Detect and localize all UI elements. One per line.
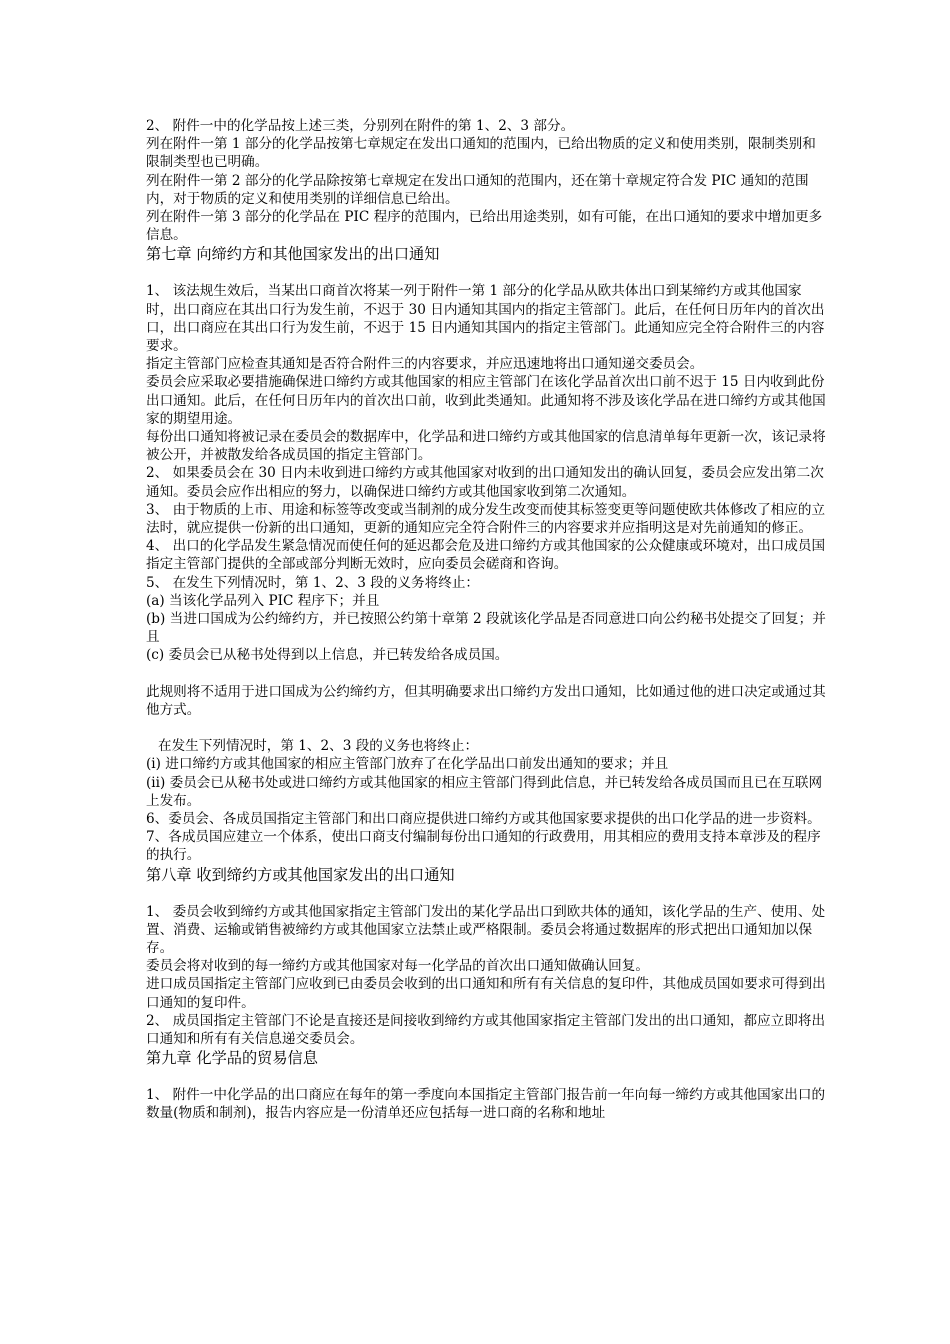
paragraph: 7、各成员国应建立一个体系，使出口商支付编制每份出口通知的行政费用，用其相应的费用支持本章涉及的程序的执行。 xyxy=(146,829,821,864)
paragraph: 1、 委员会收到缔约方或其他国家指定主管部门发出的某化学品出口到欧共体的通知，该化学品的生产、使用、处置、消费、运输或销售被缔约方或其他国家立法禁止或严格限制。委员会将通过数据库的形式把出口通知加以保存。 xyxy=(146,903,826,956)
blank-line xyxy=(146,885,826,903)
paragraph: 此规则将不适用于进口国成为公约缔约方，但其明确要求出口缔约方发出口通知，比如通过他的进口决定或通过其他方式。 xyxy=(146,683,826,718)
paragraph: 委员会将对收到的每一缔约方或其他国家对每一化学品的首次出口通知做确认回复。 xyxy=(146,958,649,975)
paragraph: 1、 该法规生效后，当某出口商首次将某一列于附件一第 1 部分的化学品从欧共体出口到某缔约方或其他国家时，出口商应在其出口行为发生前，不迟于 30 日内通知其国内的指定主管部门。此后，在任何日历年内的首次出口，出口商应在其出口行为发生前，不迟于 15 日内通知其国内的指定主管部门。此通知应完全符合附件三的内容要求。 xyxy=(146,283,825,355)
paragraph: 1、 附件一中化学品的出口商应在每年的第一季度向本国指定主管部门报告前一年向每一缔约方或其他国家出口的数量(物质和制剂)，报告内容应是一份清单还应包括每一进口商的名称和地址 xyxy=(146,1087,826,1122)
paragraph: 列在附件一第 2 部分的化学品除按第七章规定在发出口通知的范围内，还在第十章规定符合发 PIC 通知的范围内，对于物质的定义和使用类别的详细信息已给出。 xyxy=(146,172,809,207)
paragraph: 进口成员国指定主管部门应收到已由委员会收到的出口通知和所有有关信息的复印件，其他成员国如要求可得到出口通知的复印件。 xyxy=(146,976,826,1011)
chapter-7-title: 第七章 向缔约方和其他国家发出的出口通知 xyxy=(146,245,440,264)
paragraph: 2、 附件一中的化学品按上述三类，分别列在附件的第 1、2、3 部分。 xyxy=(146,118,575,134)
paragraph: 在发生下列情况时，第 1、2、3 段的义务也将终止： xyxy=(158,738,479,755)
paragraph: 委员会应采取必要措施确保进口缔约方或其他国家的相应主管部门在该化学品首次出口前不迟于 15 日内收到此份出口通知。此后，在任何日历年内的首次出口前，收到此类通知。此通知将不涉及该化学品在进口缔约方或其他国家的期望用途。 xyxy=(146,374,826,427)
paragraph: 指定主管部门应检查其通知是否符合附件三的内容要求，并应迅速地将出口通知递交委员会。 xyxy=(146,356,704,373)
blank-line xyxy=(146,719,826,737)
paragraph: 4、 出口的化学品发生紧急情况而使任何的延迟都会危及进口缔约方或其他国家的公众健康或环境对，出口成员国指定主管部门提供的全部或部分判断无效时，应向委员会磋商和咨询。 xyxy=(146,538,826,573)
document-body xyxy=(146,117,826,1123)
paragraph: 2、 如果委员会在 30 日内未收到进口缔约方或其他国家对收到的出口通知发出的确认回复，委员会应发出第二次通知。委员会应作出相应的努力，以确保进口缔约方或其他国家收到第二次通知。 xyxy=(146,465,824,500)
chapter-8-title: 第八章 收到缔约方或其他国家发出的出口通知 xyxy=(146,865,455,884)
chapter-9-title: 第九章 化学品的贸易信息 xyxy=(146,1049,318,1068)
list-item: (ii) 委员会已从秘书处或进口缔约方或其他国家的相应主管部门得到此信息，并已转发给各成员国而且已在互联网上发布。 xyxy=(146,774,823,809)
paragraph: 5、 在发生下列情况时，第 1、2、3 段的义务将终止： xyxy=(146,574,480,591)
paragraph: 2、 成员国指定主管部门不论是直接还是间接收到缔约方或其他国家指定主管部门发出的出口通知，都应立即将出口通知和所有有关信息递交委员会。 xyxy=(146,1012,826,1047)
list-item: (a) 当该化学品列入 PIC 程序下；并且 xyxy=(146,592,380,609)
list-item: (c) 委员会已从秘书处得到以上信息，并已转发给各成员国。 xyxy=(146,647,509,664)
blank-line xyxy=(146,264,826,282)
paragraph: 每份出口通知将被记录在委员会的数据库中，化学品和进口缔约方或其他国家的信息清单每年更新一次，该记录将被公开，并被散发给各成员国的指定主管部门。 xyxy=(146,429,826,464)
paragraph: 列在附件一第 1 部分的化学品按第七章规定在发出口通知的范围内，已给出物质的定义和使用类别，限制类别和限制类型也已明确。 xyxy=(146,136,816,171)
paragraph: 3、 由于物质的上市、用途和标签等改变或当制剂的成分发生改变而使其标签变更等问题使欧共体修改了相应的立法时，就应提供一份新的出口通知，更新的通知应完全符合附件三的内容要求并应指明这是对先前通知的修正。 xyxy=(146,501,826,537)
list-item: (b) 当进口国成为公约缔约方，并已按照公约第十章第 2 段就该化学品是否同意进口向公约秘书处提交了回复；并且 xyxy=(146,611,826,646)
paragraph: 列在附件一第 3 部分的化学品在 PIC 程序的范围内，已给出用途类别，如有可能，在出口通知的要求中增加更多信息。 xyxy=(146,209,823,244)
blank-line xyxy=(146,1068,826,1086)
paragraph: 6、委员会、各成员国指定主管部门和出口商应提供进口缔约方或其他国家要求提供的出口化学品的进一步资料。 xyxy=(146,810,821,827)
blank-line xyxy=(146,665,826,683)
list-item: (i) 进口缔约方或其他国家的相应主管部门放弃了在化学品出口前发出通知的要求；并且 xyxy=(146,756,669,773)
